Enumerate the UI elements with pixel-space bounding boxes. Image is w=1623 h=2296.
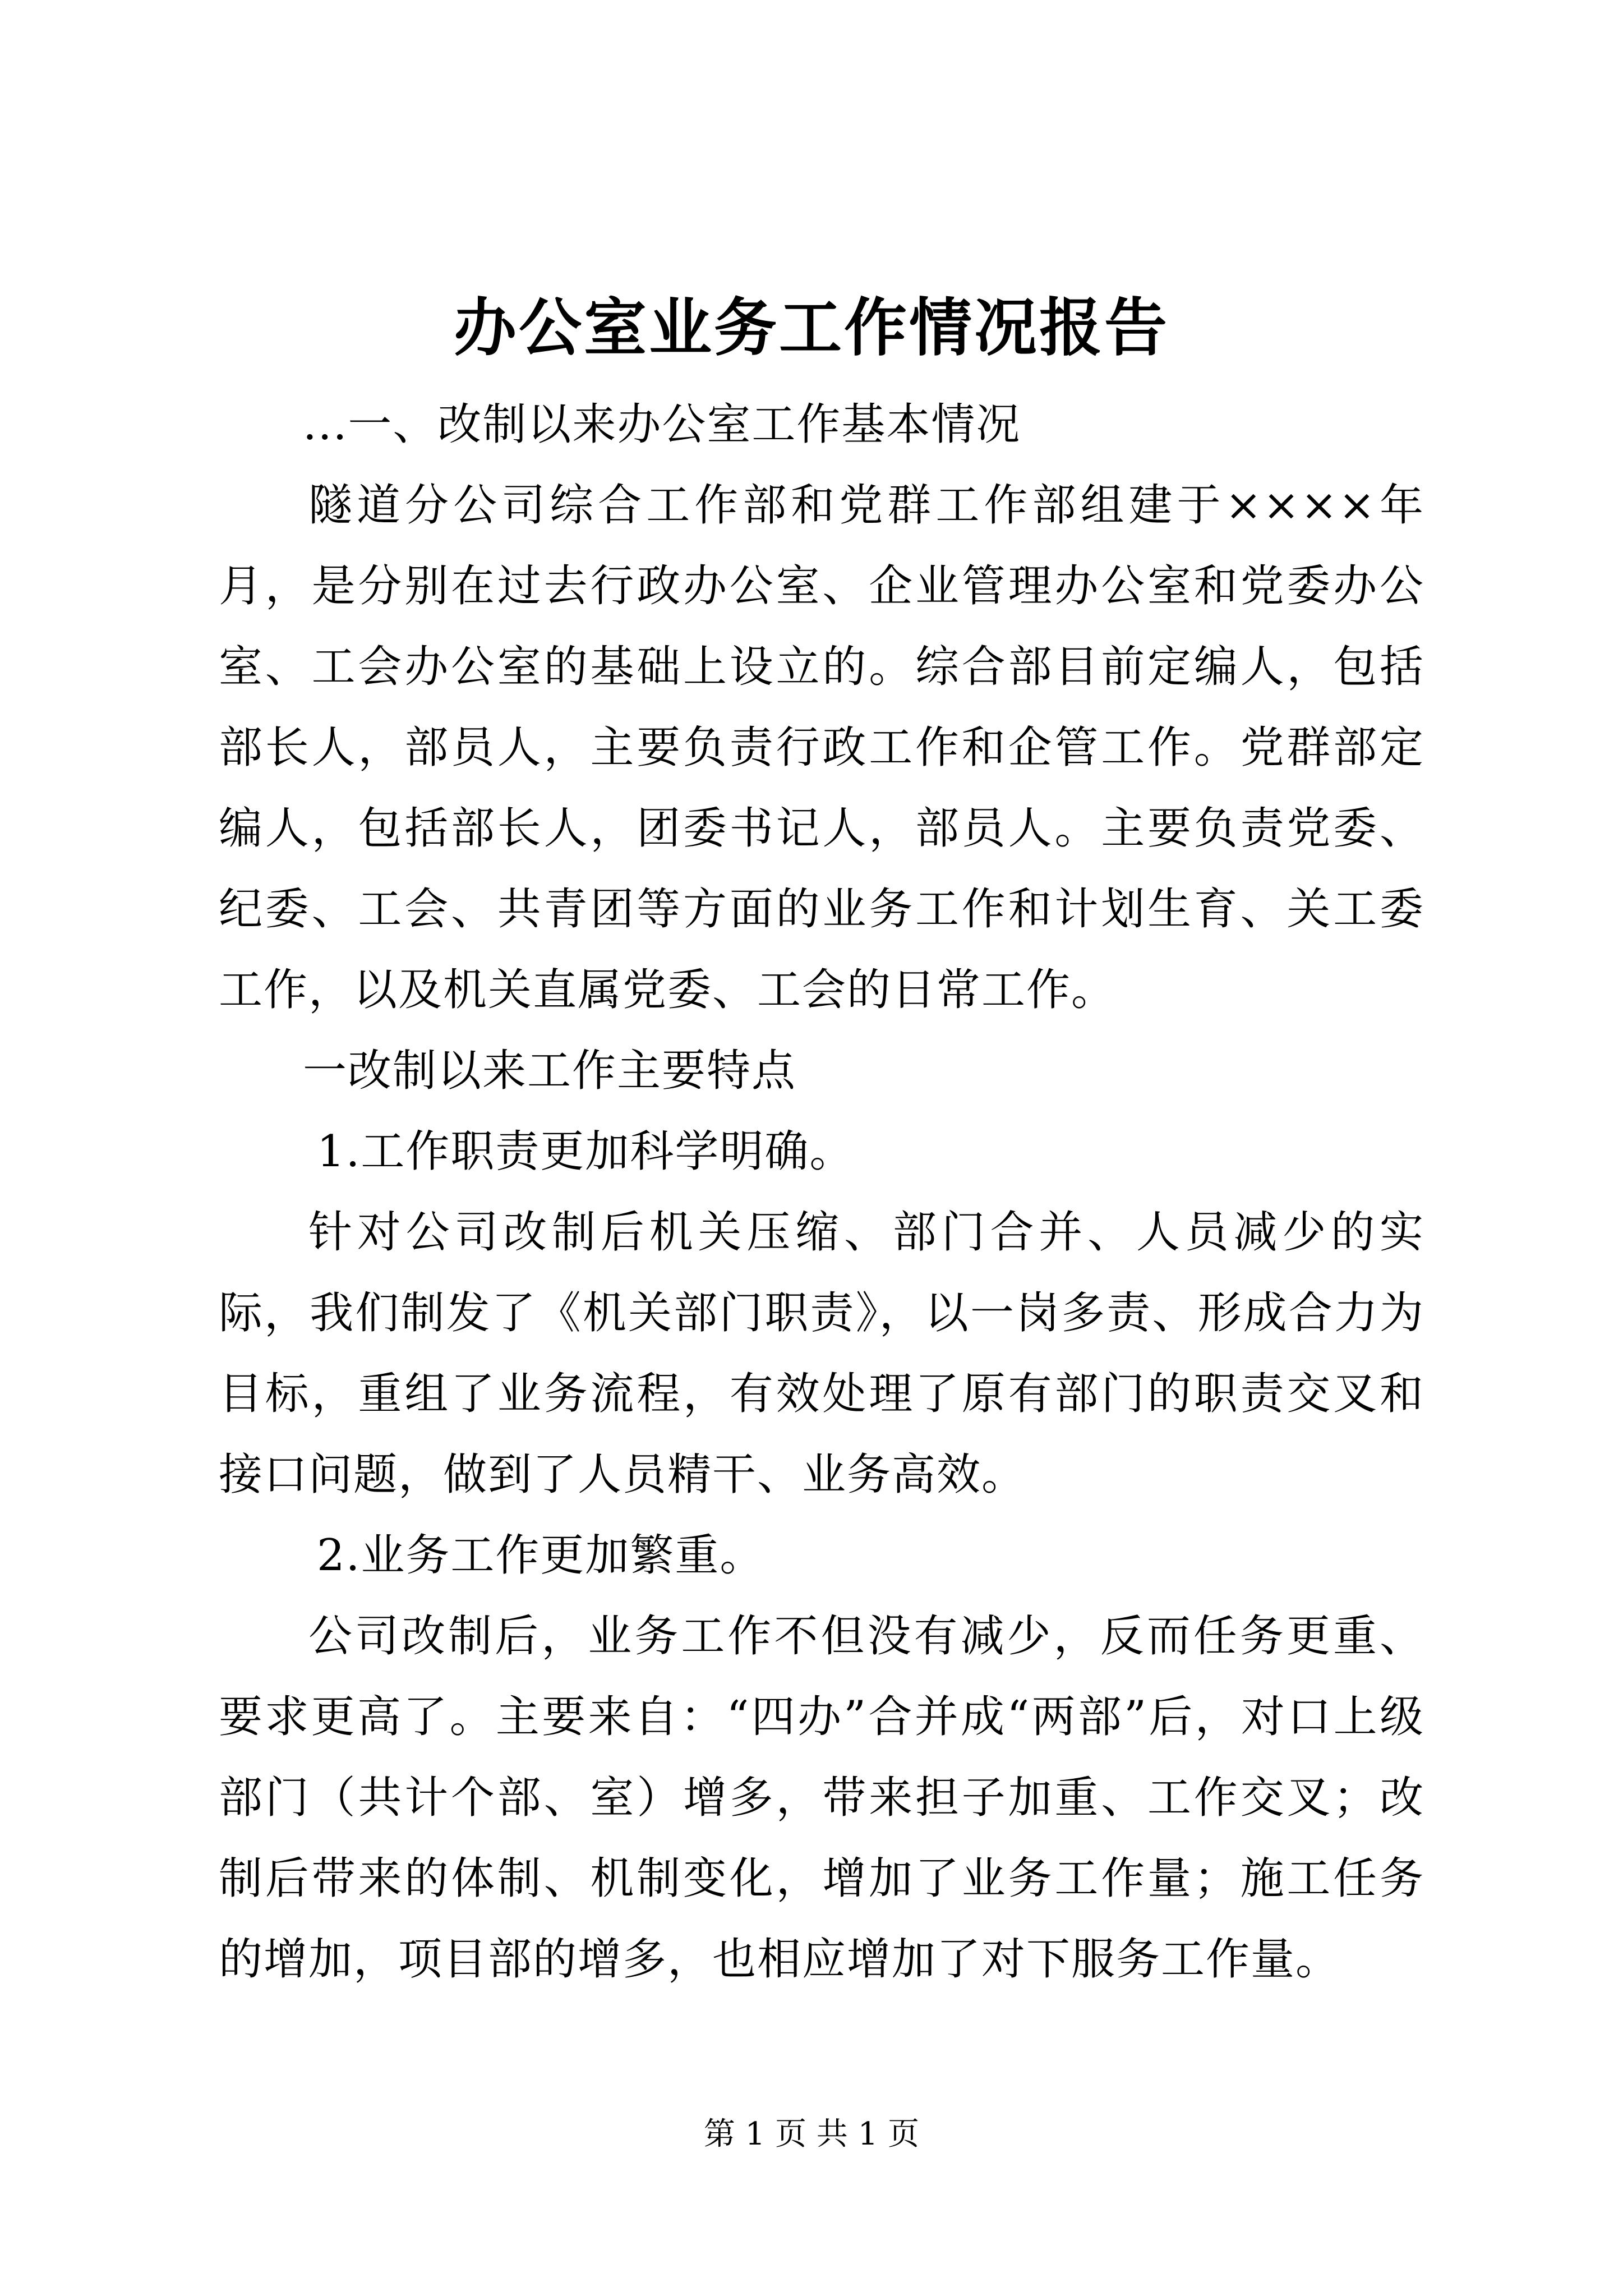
subheading-1: 1.工作职责更加科学明确。 bbox=[317, 1126, 855, 1177]
body-paragraph-2: 针对公司改制后机关压缩、部门合并、人员减少的实际，我们制发了《机关部门职责》，以一岗多责、形成合力为目标，重组了业务流程，有效处理了原有部门的职责交叉和接口问题，做到了人员精干、业务高效。 bbox=[219, 1207, 1424, 1500]
section-heading-2: 一改制以来工作主要特点 bbox=[303, 1046, 797, 1096]
document-body bbox=[219, 384, 1424, 2000]
subheading-2: 2.业务工作更加繁重。 bbox=[317, 1530, 765, 1581]
document-title: 办公室业务工作情况报告 bbox=[454, 291, 1169, 365]
body-paragraph-3: 公司改制后，业务工作不但没有减少，反而任务更重、要求更高了。主要来自：“四办”合并成“两部”后，对口上级部门（共计个部、室）增多，带来担子加重、工作交叉；改制后带来的体制、机制变化，增加了业务工作量；施工任务的增加，项目部的增多，也相应增加了对下服务工作量。 bbox=[219, 1611, 1424, 1985]
page-footer: 第 1 页 共 1 页 bbox=[703, 2116, 920, 2152]
body-paragraph-1: 隧道分公司综合工作部和党群工作部组建于××××年月，是分别在过去行政办公室、企业管理办公室和党委办公室、工会办公室的基础上设立的。综合部目前定编人，包括部长人，部员人，主要负责行政工作和企管工作。党群部定编人，包括部长人，团委书记人，部员人。主要负责党委、纪委、工会、共青团等方面的业务工作和计划生育、关工委工作，以及机关直属党委、工会的日常工作。 bbox=[219, 480, 1424, 1015]
section-heading-1: ...一、改制以来办公室工作基本情况 bbox=[303, 399, 1021, 450]
